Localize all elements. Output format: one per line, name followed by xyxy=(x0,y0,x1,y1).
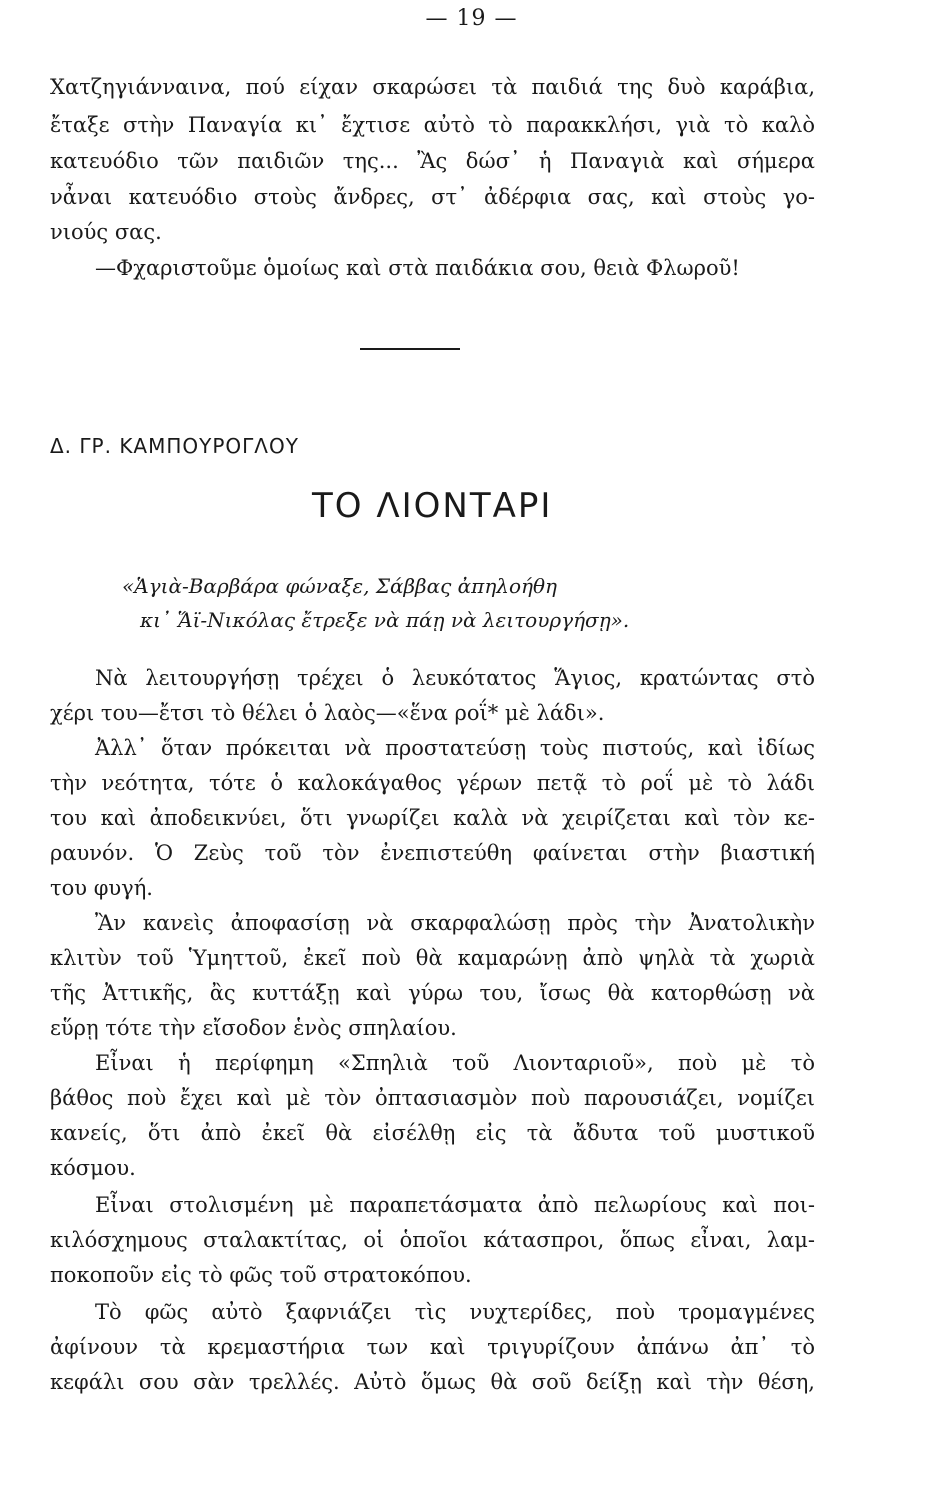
text-line: νἆναι κατευόδιο στοὺς ἄνδρες, στ᾽ ἀδέρφια σας, καὶ στοὺς γο- xyxy=(50,185,815,209)
paragraph-line: ἀφίνουν τὰ κρεμαστήρια των καὶ τριγυρίζουν ἀπάνω ἀπ᾽ τὸ xyxy=(50,1335,815,1359)
paragraph-line: Εἶναι ἡ περίφημη «Σπηλιὰ τοῦ Λιονταριοῦ», ποὺ μὲ τὸ xyxy=(95,1051,815,1075)
text-line: Χατζηγιάνναινα, πού είχαν σκαρώσει τὰ παιδιά της δυὸ καράβια, xyxy=(50,75,815,99)
paragraph-line: βάθος ποὺ ἔχει καὶ μὲ τὸν ὀπτασιασμὸν ποὺ παρουσιάζει, νομίζει xyxy=(50,1086,815,1110)
paragraph-line: τὴν νεότητα, τότε ὁ καλοκάγαθος γέρων πετᾷ τὸ ροΐ μὲ τὸ λάδι xyxy=(50,771,815,795)
paragraph-line: Τὸ φῶς αὐτὸ ξαφνιάζει τὶς νυχτερίδες, ποὺ τρομαγμένες xyxy=(95,1300,815,1324)
paragraph-line: ποκοποῦν εἰς τὸ φῶς τοῦ στρατοκόπου. xyxy=(50,1263,472,1287)
paragraph-line: Εἶναι στολισμένη μὲ παραπετάσματα ἀπὸ πελωρίους καὶ ποι- xyxy=(95,1193,815,1217)
paragraph-line: του καὶ ἀποδεικνύει, ὅτι γνωρίζει καλὰ νὰ χειρίζεται καὶ τὸν κε- xyxy=(50,806,815,830)
paragraph-line: του φυγή. xyxy=(50,876,153,900)
paragraph-line: κλιτὺν τοῦ Ὑμηττοῦ, ἐκεῖ ποὺ θὰ καμαρώνῃ ἀπὸ ψηλὰ τὰ χωριὰ xyxy=(50,946,815,970)
story-title: ΤΟ ΛΙΟΝΤΑΡΙ xyxy=(312,486,553,526)
epigraph-line: κι᾽ Ἅϊ-Νικόλας ἔτρεξε νὰ πάῃ νὰ λειτουργήσῃ». xyxy=(140,608,630,632)
author-name: Δ. ΓΡ. ΚΑΜΠΟΥΡΟΓΛΟΥ xyxy=(50,434,299,458)
epigraph-line: «Ἁγιὰ-Βαρβάρα φώναξε, Σάββας ἀπηλοήθη xyxy=(122,574,558,598)
paragraph-line: τῆς Ἀττικῆς, ἂς κυττάξῃ καὶ γύρω του, ἴσως θὰ κατορθώσῃ νὰ xyxy=(50,981,815,1005)
paragraph-line: χέρι του—ἔτσι τὸ θέλει ὁ λαὸς—«ἕνα ροΐ* μὲ λάδι». xyxy=(50,701,605,725)
paragraph-line: Νὰ λειτουργήσῃ τρέχει ὁ λευκότατος Ἅγιος, κρατώντας στὸ xyxy=(95,666,815,690)
paragraph-line: εὕρῃ τότε τὴν εἴσοδον ἑνὸς σπηλαίου. xyxy=(50,1016,457,1040)
paragraph-line: Ἂν κανεὶς ἀποφασίσῃ νὰ σκαρφαλώσῃ πρὸς τὴν Ἀνατολικὴν xyxy=(95,911,815,935)
section-divider xyxy=(360,348,460,350)
text-line: νιούς σας. xyxy=(50,220,162,244)
text-line: κατευόδιο τῶν παιδιῶν της... Ἂς δώσ᾽ ἡ Παναγιὰ καὶ σήμερα xyxy=(50,149,815,173)
paragraph-line: κιλόσχημους σταλακτίτας, οἱ ὁποῖοι κάτασπροι, ὅπως εἶναι, λαμ- xyxy=(50,1228,815,1252)
paragraph-line: κόσμου. xyxy=(50,1156,136,1180)
paragraph-line: ραυνόν. Ὁ Ζεὺς τοῦ τὸν ἐνεπιστεύθη φαίνεται στὴν βιαστική xyxy=(50,841,815,865)
paragraph-line: κανείς, ὅτι ἀπὸ ἐκεῖ θὰ εἰσέλθῃ εἰς τὰ ἄδυτα τοῦ μυστικοῦ xyxy=(50,1121,815,1145)
paragraph-line: Ἀλλ᾽ ὅταν πρόκειται νὰ προστατεύσῃ τοὺς πιστούς, καὶ ἰδίως xyxy=(95,736,815,760)
page-number: — 19 — xyxy=(425,6,518,31)
paragraph-line: κεφάλι σου σὰν τρελλές. Αὐτὸ ὅμως θὰ σοῦ δείξῃ καὶ τὴν θέση, xyxy=(50,1370,815,1394)
closing-dialogue-line: —Φχαριστοῦμε ὁμοίως καὶ στὰ παιδάκια σου, θειὰ Φλωροῦ! xyxy=(95,256,740,280)
text-line: ἔταξε στὴν Παναγία κι᾽ ἔχτισε αὐτὸ τὸ παρακκλήσι, γιὰ τὸ καλὸ xyxy=(50,113,815,137)
